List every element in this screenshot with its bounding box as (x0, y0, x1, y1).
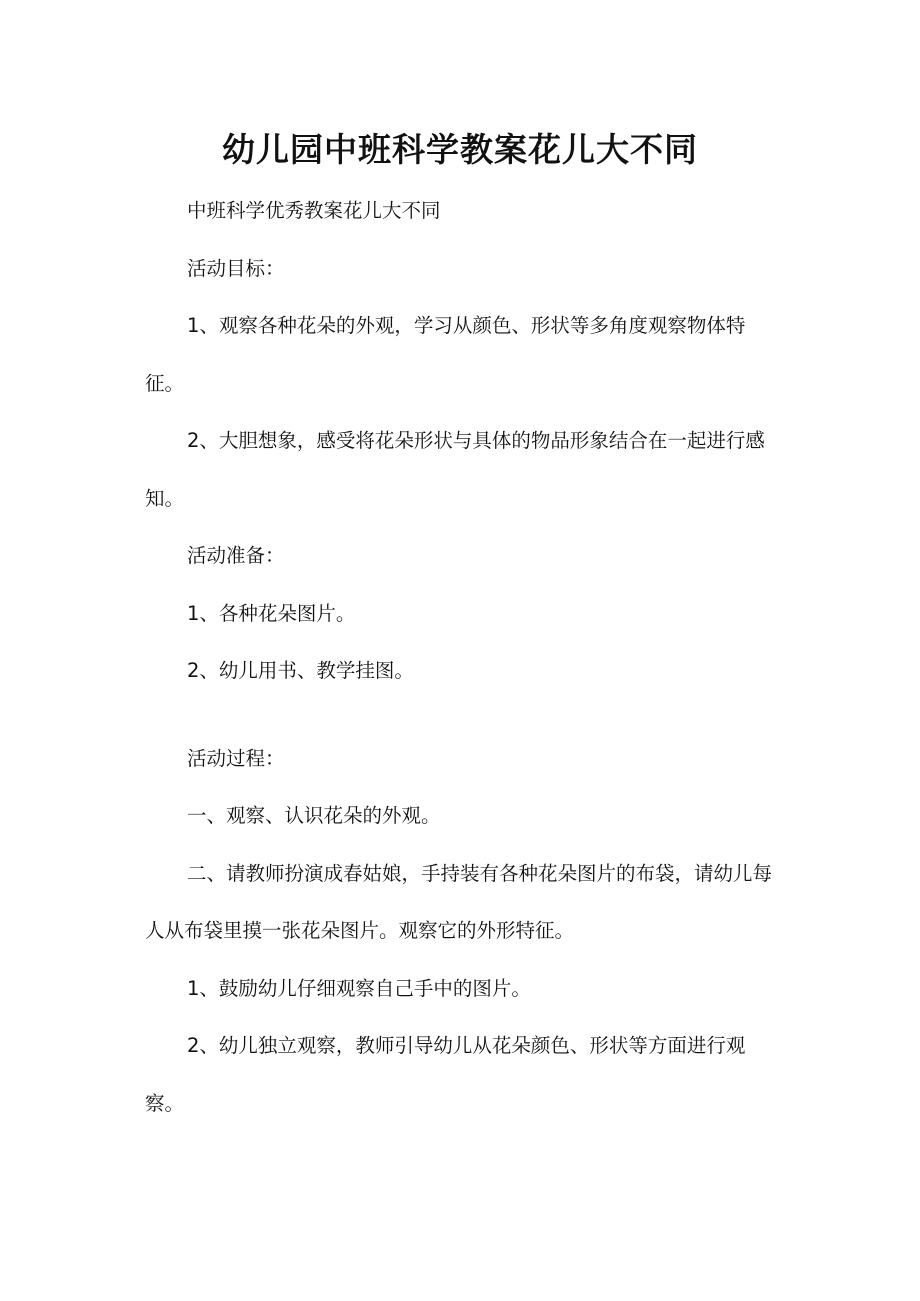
document-title: 幼儿园中班科学教案花儿大不同 (222, 130, 698, 170)
paragraph-process-substep-1: 1、鼓励幼儿仔细观察自己手中的图片。 (187, 976, 531, 1000)
paragraph-preparation-2: 2、幼儿用书、教学挂图。 (187, 659, 414, 682)
paragraph-preparation-1: 1、各种花朵图片。 (187, 601, 356, 625)
paragraph-process-step-2: 二、请教师扮演成春姑娘，手持装有各种花朵图片的布袋，请幼儿每人从布袋里摸一张花朵图片。观察它的外形特征。 (145, 861, 773, 942)
document-body (145, 182, 775, 1132)
paragraph-subtitle: 中班科学优秀教案花儿大不同 (187, 199, 441, 222)
paragraph-goal-2: 2、大胆想象，感受将花朵形状与具体的物品形象结合在一起进行感知。 (145, 429, 765, 510)
paragraph-process-heading: 活动过程： (187, 746, 285, 770)
paragraph-goals-heading: 活动目标： (187, 256, 285, 280)
paragraph-goal-1: 1、观察各种花朵的外观，学习从颜色、形状等多角度观察物体特征。 (145, 314, 746, 395)
paragraph-process-substep-2: 2、幼儿独立观察，教师引导幼儿从花朵颜色、形状等方面进行观察。 (145, 1034, 746, 1115)
paragraph-preparation-heading: 活动准备： (187, 544, 285, 567)
paragraph-process-step-1: 一、观察、认识花朵的外观。 (187, 804, 441, 827)
